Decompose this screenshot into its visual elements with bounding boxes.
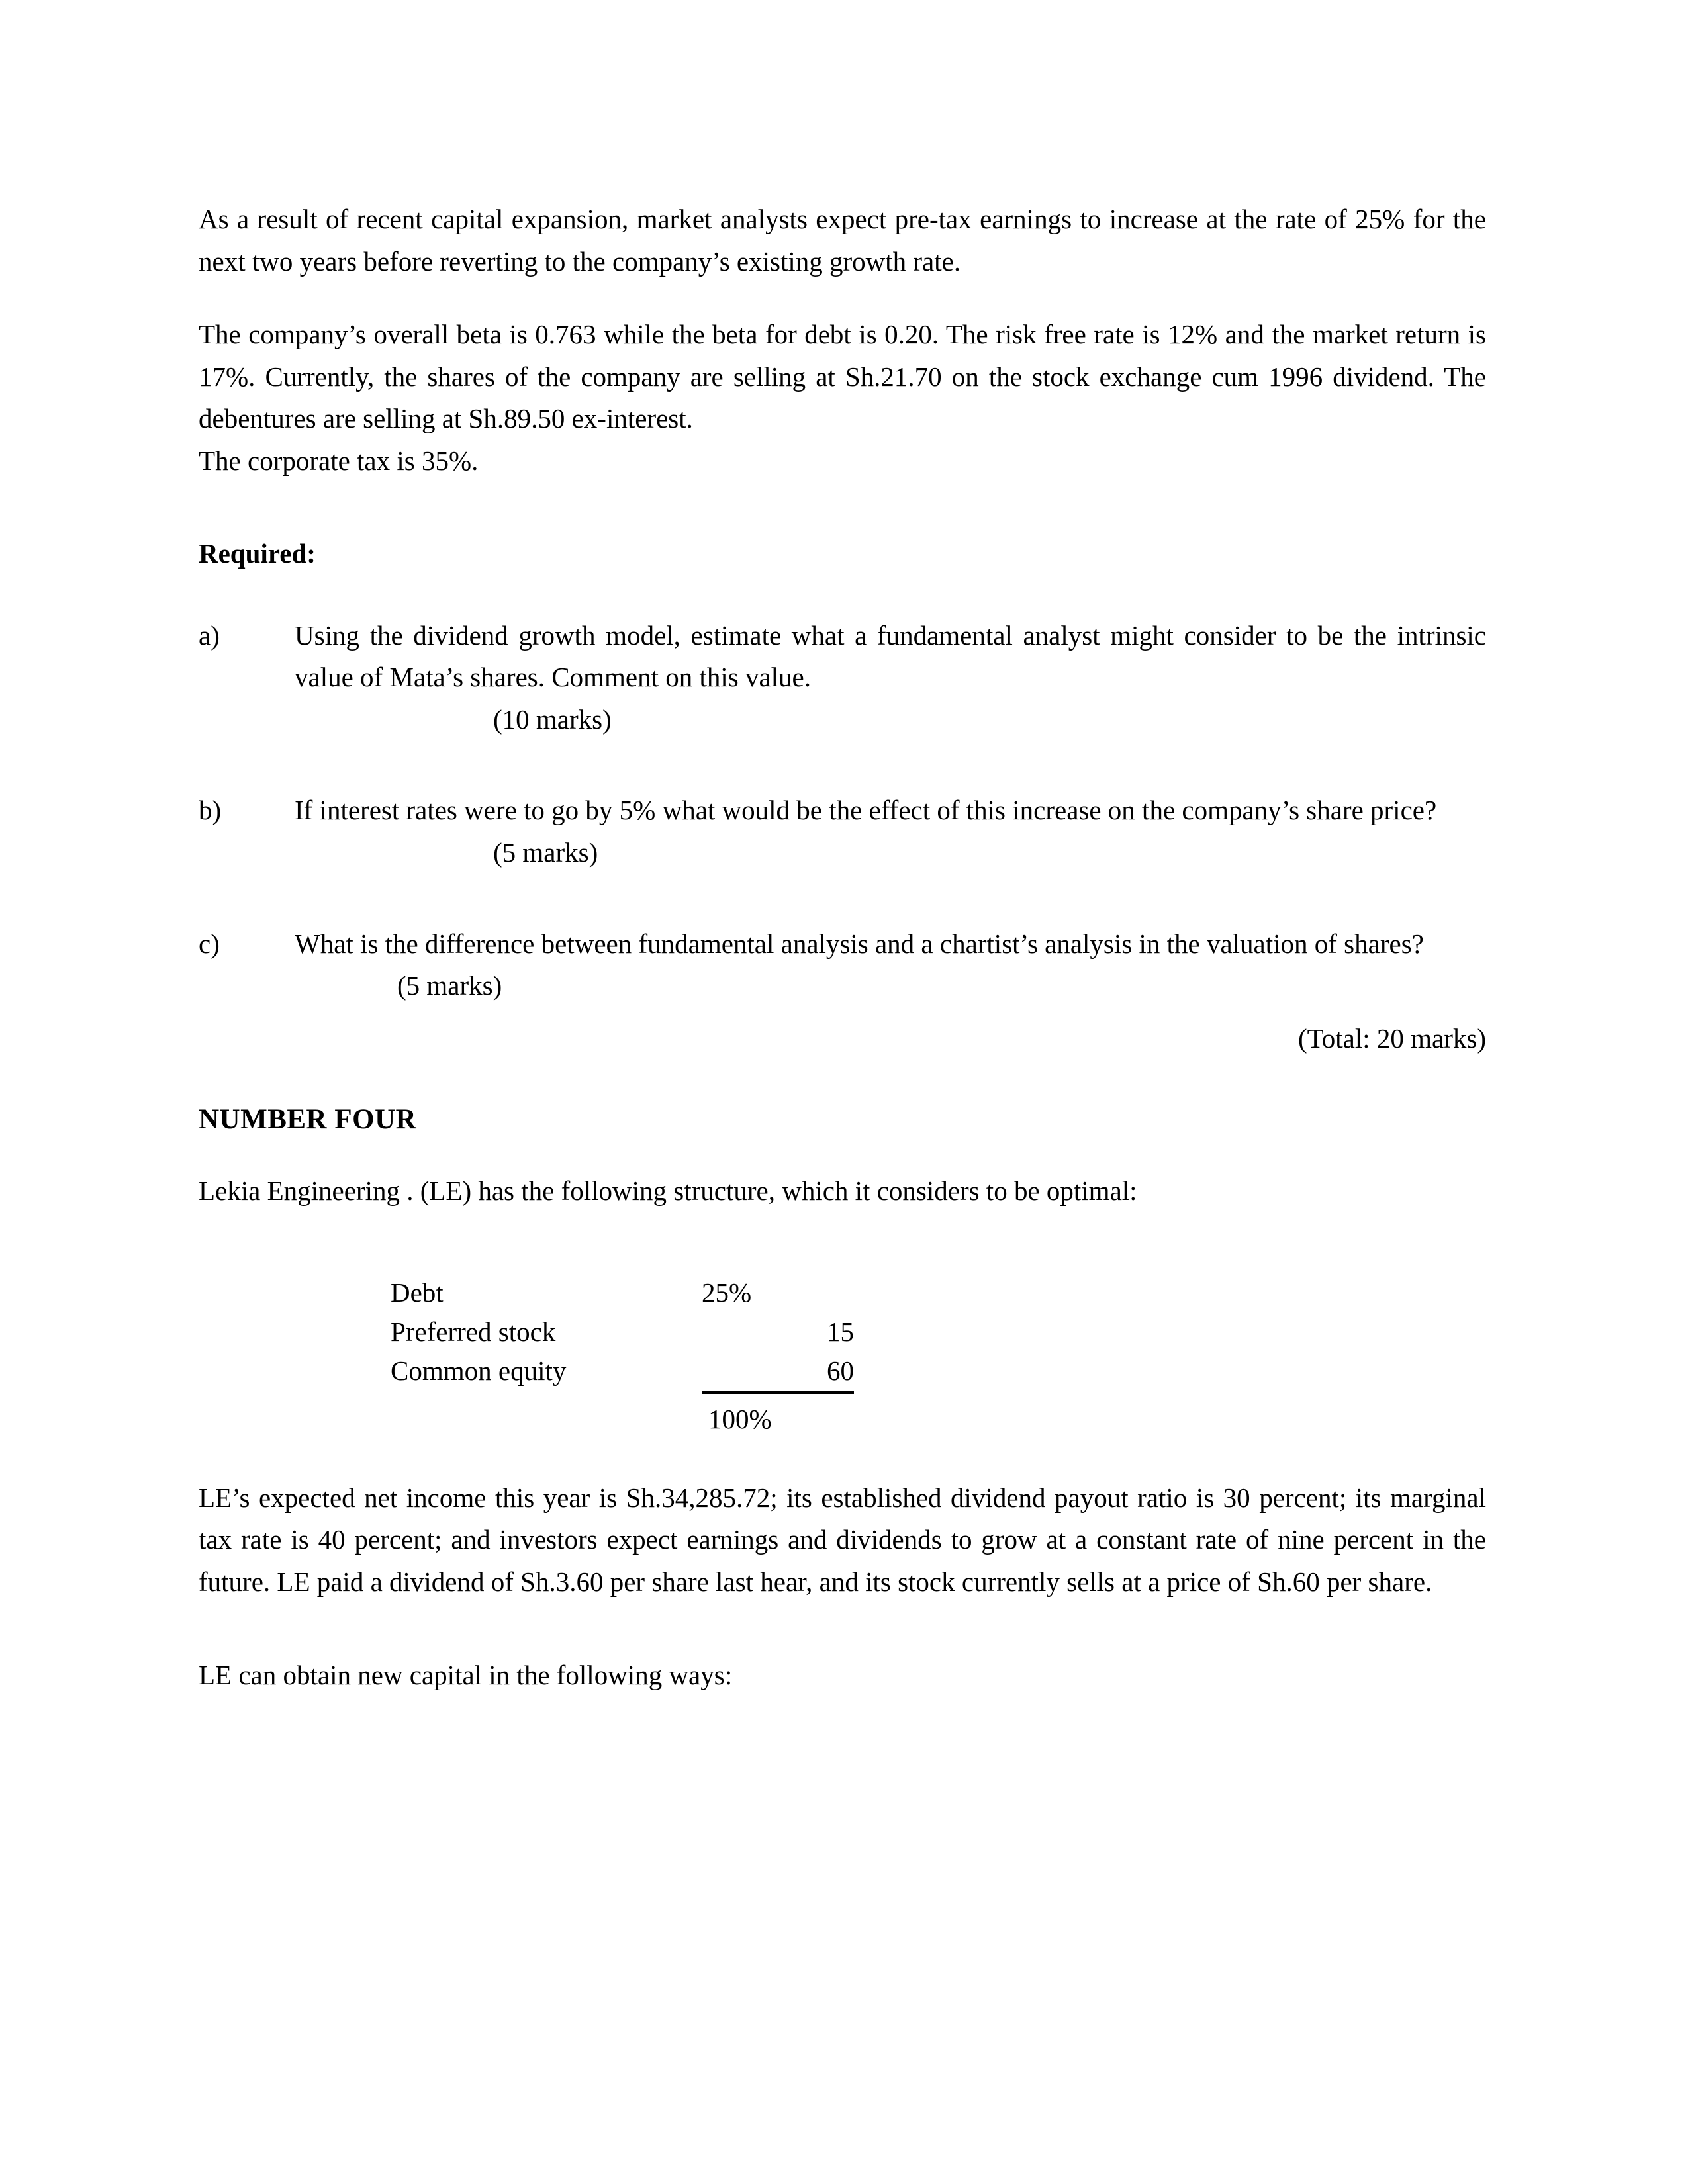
table-cell-value: 15 (827, 1316, 854, 1347)
total-marks: (Total: 20 marks) (1297, 1023, 1486, 1054)
table-cell-label: Common equity (391, 1355, 567, 1386)
spacer (199, 1635, 1486, 1655)
list-item-body (295, 790, 1486, 874)
list-item-marker: a) (199, 619, 220, 651)
table-row-total (391, 1393, 854, 1439)
list-item (199, 923, 1486, 1007)
spacer (199, 751, 1486, 790)
paragraph-beta-and-rates: The company’s overall beta is 0.763 while the beta for debt is 0.20. The risk free rate is 12% and the market return is 17%. Currently, the shares of the company are selling at Sh.21.70 on the stock exchange cum 1996 dividend. The debentures are selling at Sh.89.50 ex-interest. (199, 319, 1486, 434)
list-item-text: Using the dividend growth model, estimate what a fundamental analyst might consider to be the intrinsic value of Mata’s shares. Comment on this value. (295, 619, 1486, 693)
table-row (391, 1351, 854, 1393)
list-item-marks: (5 marks) (397, 970, 502, 1001)
table-cell-spacer (391, 1393, 702, 1439)
spacer (199, 595, 1486, 615)
list-item-body (295, 615, 1486, 741)
list-item-body (295, 923, 1486, 1007)
table-cell-value: 25% (702, 1277, 752, 1308)
spacer (199, 1243, 1486, 1273)
table-cell-value: 60 (702, 1351, 854, 1393)
list-item-marker: b) (199, 795, 222, 826)
list-item (199, 790, 1486, 874)
paragraph-le-details: LE’s expected net income this year is Sh.34,285.72; its established dividend payout ratio is 30 percent; its marginal tax rate is 40 percent; and investors expect earnings and dividends to grow at a constant rate of nine percent in the future. LE paid a dividend of Sh.3.60 per share last hear, and its stock currently sells at a price of Sh.60 per share. (199, 1482, 1486, 1597)
spacer (199, 885, 1486, 923)
required-list (199, 615, 1486, 1007)
list-item-text: What is the difference between fundamental analysis and a chartist’s analysis in the valuation of shares? (295, 928, 1424, 959)
list-item-marker: c) (199, 928, 220, 959)
table-cell-label: Debt (391, 1277, 444, 1308)
spacer (199, 1060, 1486, 1098)
spacer (199, 1439, 1486, 1477)
table-row (391, 1312, 854, 1351)
required-heading: Required: (199, 538, 316, 569)
paragraph-le-new-capital: LE can obtain new capital in the following ways: (199, 1659, 733, 1690)
list-item-marks: (10 marks) (493, 704, 612, 735)
spacer (199, 513, 1486, 533)
capital-structure-table (391, 1273, 854, 1439)
list-item (199, 615, 1486, 741)
table-cell-total: 100% (708, 1404, 772, 1435)
table-row (391, 1273, 854, 1312)
list-item-marks: (5 marks) (493, 837, 598, 868)
paragraph-le-intro: Lekia Engineering . (LE) has the following structure, which it considers to be optimal: (199, 1175, 1137, 1206)
table-cell-label: Preferred stock (391, 1316, 556, 1347)
list-item-text: If interest rates were to go by 5% what would be the effect of this increase on the company’s share price? (295, 795, 1437, 826)
paragraph-intro-capital-expansion: As a result of recent capital expansion, market analysts expect pre-tax earnings to increase at the rate of 25% for the next two years before reverting to the company’s existing growth rate. (199, 204, 1486, 277)
paragraph-corporate-tax: The corporate tax is 35%. (199, 445, 479, 476)
section-heading-number-four: NUMBER FOUR (199, 1104, 417, 1136)
